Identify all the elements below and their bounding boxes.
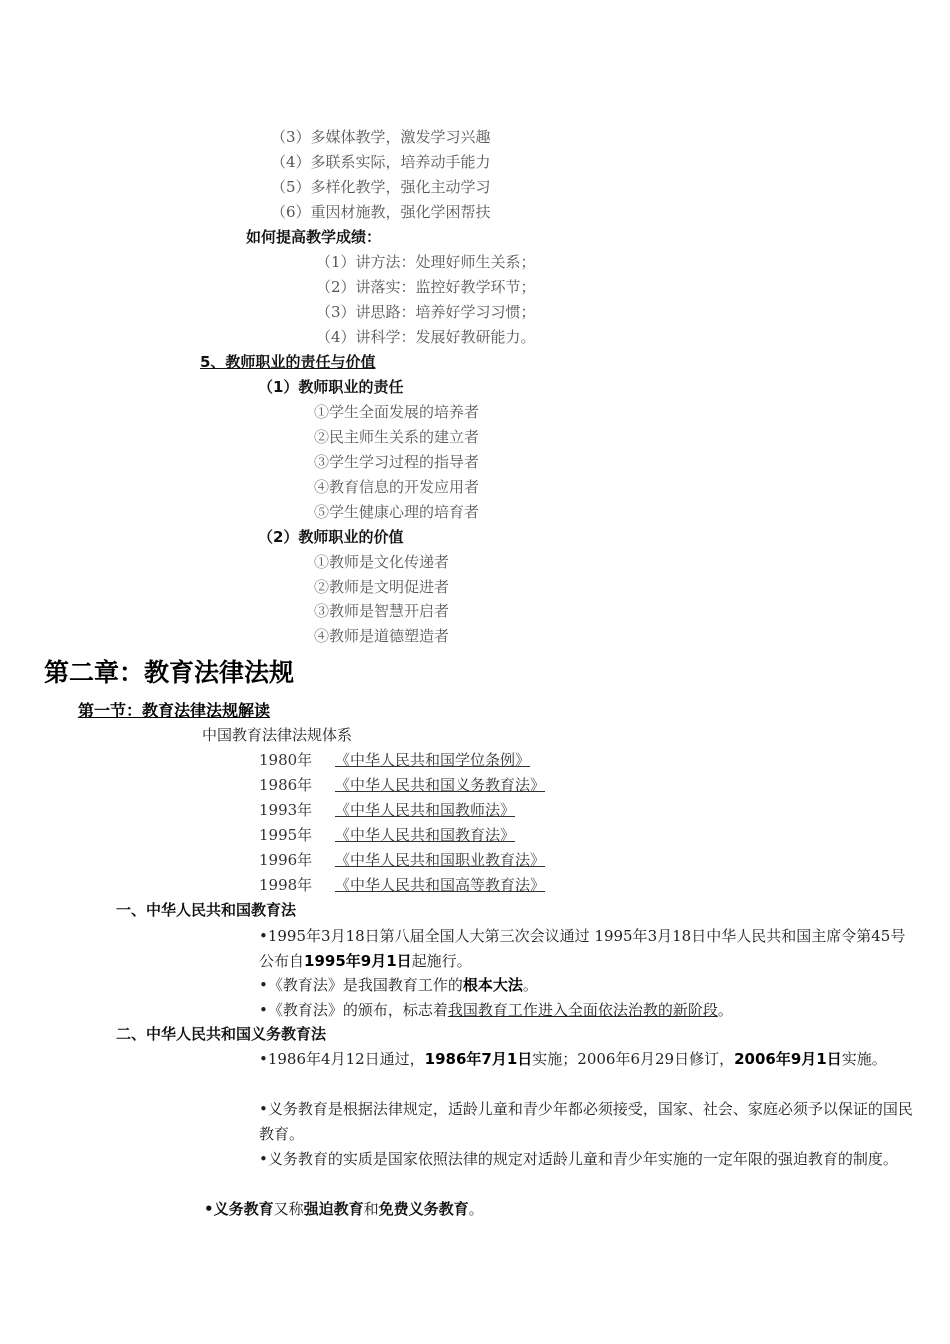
law-item (259, 824, 515, 846)
responsibility-item: ④教育信息的开发应用者 (314, 478, 480, 496)
compulsory-law-para: •1986年4月12日通过，1986年7月1日实施；2006年6月29日修订，2006年9月1日实施。 (259, 1050, 887, 1068)
section-title: 5、教师职业的责任与价值 (200, 353, 376, 371)
education-law-para: •《教育法》是我国教育工作的根本大法。 (259, 976, 538, 994)
law-name: 《中华人民共和国职业教育法》 (335, 851, 546, 869)
value-heading: （2）教师职业的价值 (258, 528, 404, 546)
law-name: 《中华人民共和国义务教育法》 (335, 776, 546, 794)
compulsory-law-para: •义务教育是根据法律规定，适龄儿童和青少年都必须接受，国家、社会、家庭必须予以保证的国民教育。 (259, 1100, 913, 1143)
responsibility-item: ①学生全面发展的培养者 (314, 403, 480, 421)
responsibility-item: ③学生学习过程的指导者 (314, 453, 480, 471)
improve-item: （4）讲科学：发展好教研能力。 (316, 328, 536, 346)
compulsory-law-para: •义务教育的实质是国家依照法律的规定对适龄儿童和青少年实施的一定年限的强迫教育的制度。 (259, 1150, 898, 1168)
law-item (259, 874, 545, 896)
law-name: 《中华人民共和国学位条例》 (335, 751, 531, 769)
improve-item: （1）讲方法：处理好师生关系； (316, 253, 536, 271)
education-law-heading: 一、中华人民共和国教育法 (116, 901, 297, 919)
law-year: 1995年 (259, 826, 313, 844)
law-item (259, 849, 545, 871)
law-item (259, 799, 515, 821)
teaching-method-item: （3）多媒体教学，激发学习兴趣 (271, 128, 491, 146)
compulsory-law-heading: 二、中华人民共和国义务教育法 (116, 1025, 327, 1043)
value-item: ①教师是文化传递者 (314, 553, 450, 571)
law-name: 《中华人民共和国教育法》 (335, 826, 516, 844)
teaching-method-item: （6）重因材施教，强化学困帮扶 (271, 203, 491, 221)
law-name: 《中华人民共和国高等教育法》 (335, 876, 546, 894)
responsibility-item: ②民主师生关系的建立者 (314, 428, 480, 446)
responsibility-item: ⑤学生健康心理的培育者 (314, 503, 480, 521)
law-name: 《中华人民共和国教师法》 (335, 801, 516, 819)
law-year: 1996年 (259, 851, 313, 869)
improve-heading: 如何提高教学成绩： (246, 228, 382, 246)
law-system-label: 中国教育法律法规体系 (202, 726, 353, 744)
law-item (259, 749, 530, 771)
law-year: 1980年 (259, 751, 313, 769)
improve-item: （2）讲落实：监控好教学环节； (316, 278, 536, 296)
value-item: ②教师是文明促进者 (314, 578, 450, 596)
responsibility-heading: （1）教师职业的责任 (258, 378, 404, 396)
law-year: 1986年 (259, 776, 313, 794)
teaching-method-item: （4）多联系实际，培养动手能力 (271, 153, 491, 171)
value-item: ④教师是道德塑造者 (314, 627, 450, 645)
improve-item: （3）讲思路：培养好学习习惯； (316, 303, 536, 321)
law-year: 1993年 (259, 801, 313, 819)
education-law-para: •1995年3月18日第八届全国人大第三次会议通过 1995年3月18日中华人民共和国主席令第45号公布自1995年9月1日起施行。 (259, 927, 906, 970)
section1-title: 第一节：教育法律法规解读 (78, 701, 271, 720)
teaching-method-item: （5）多样化教学，强化主动学习 (271, 178, 491, 196)
chapter-title: 第二章：教育法律法规 (44, 658, 295, 687)
education-law-para: •《教育法》的颁布，标志着我国教育工作进入全面依法治教的新阶段。 (259, 1001, 733, 1019)
value-item: ③教师是智慧开启者 (314, 602, 450, 620)
law-item (259, 774, 545, 796)
law-year: 1998年 (259, 876, 313, 894)
compulsory-law-para: •义务教育又称强迫教育和免费义务教育。 (204, 1200, 484, 1218)
